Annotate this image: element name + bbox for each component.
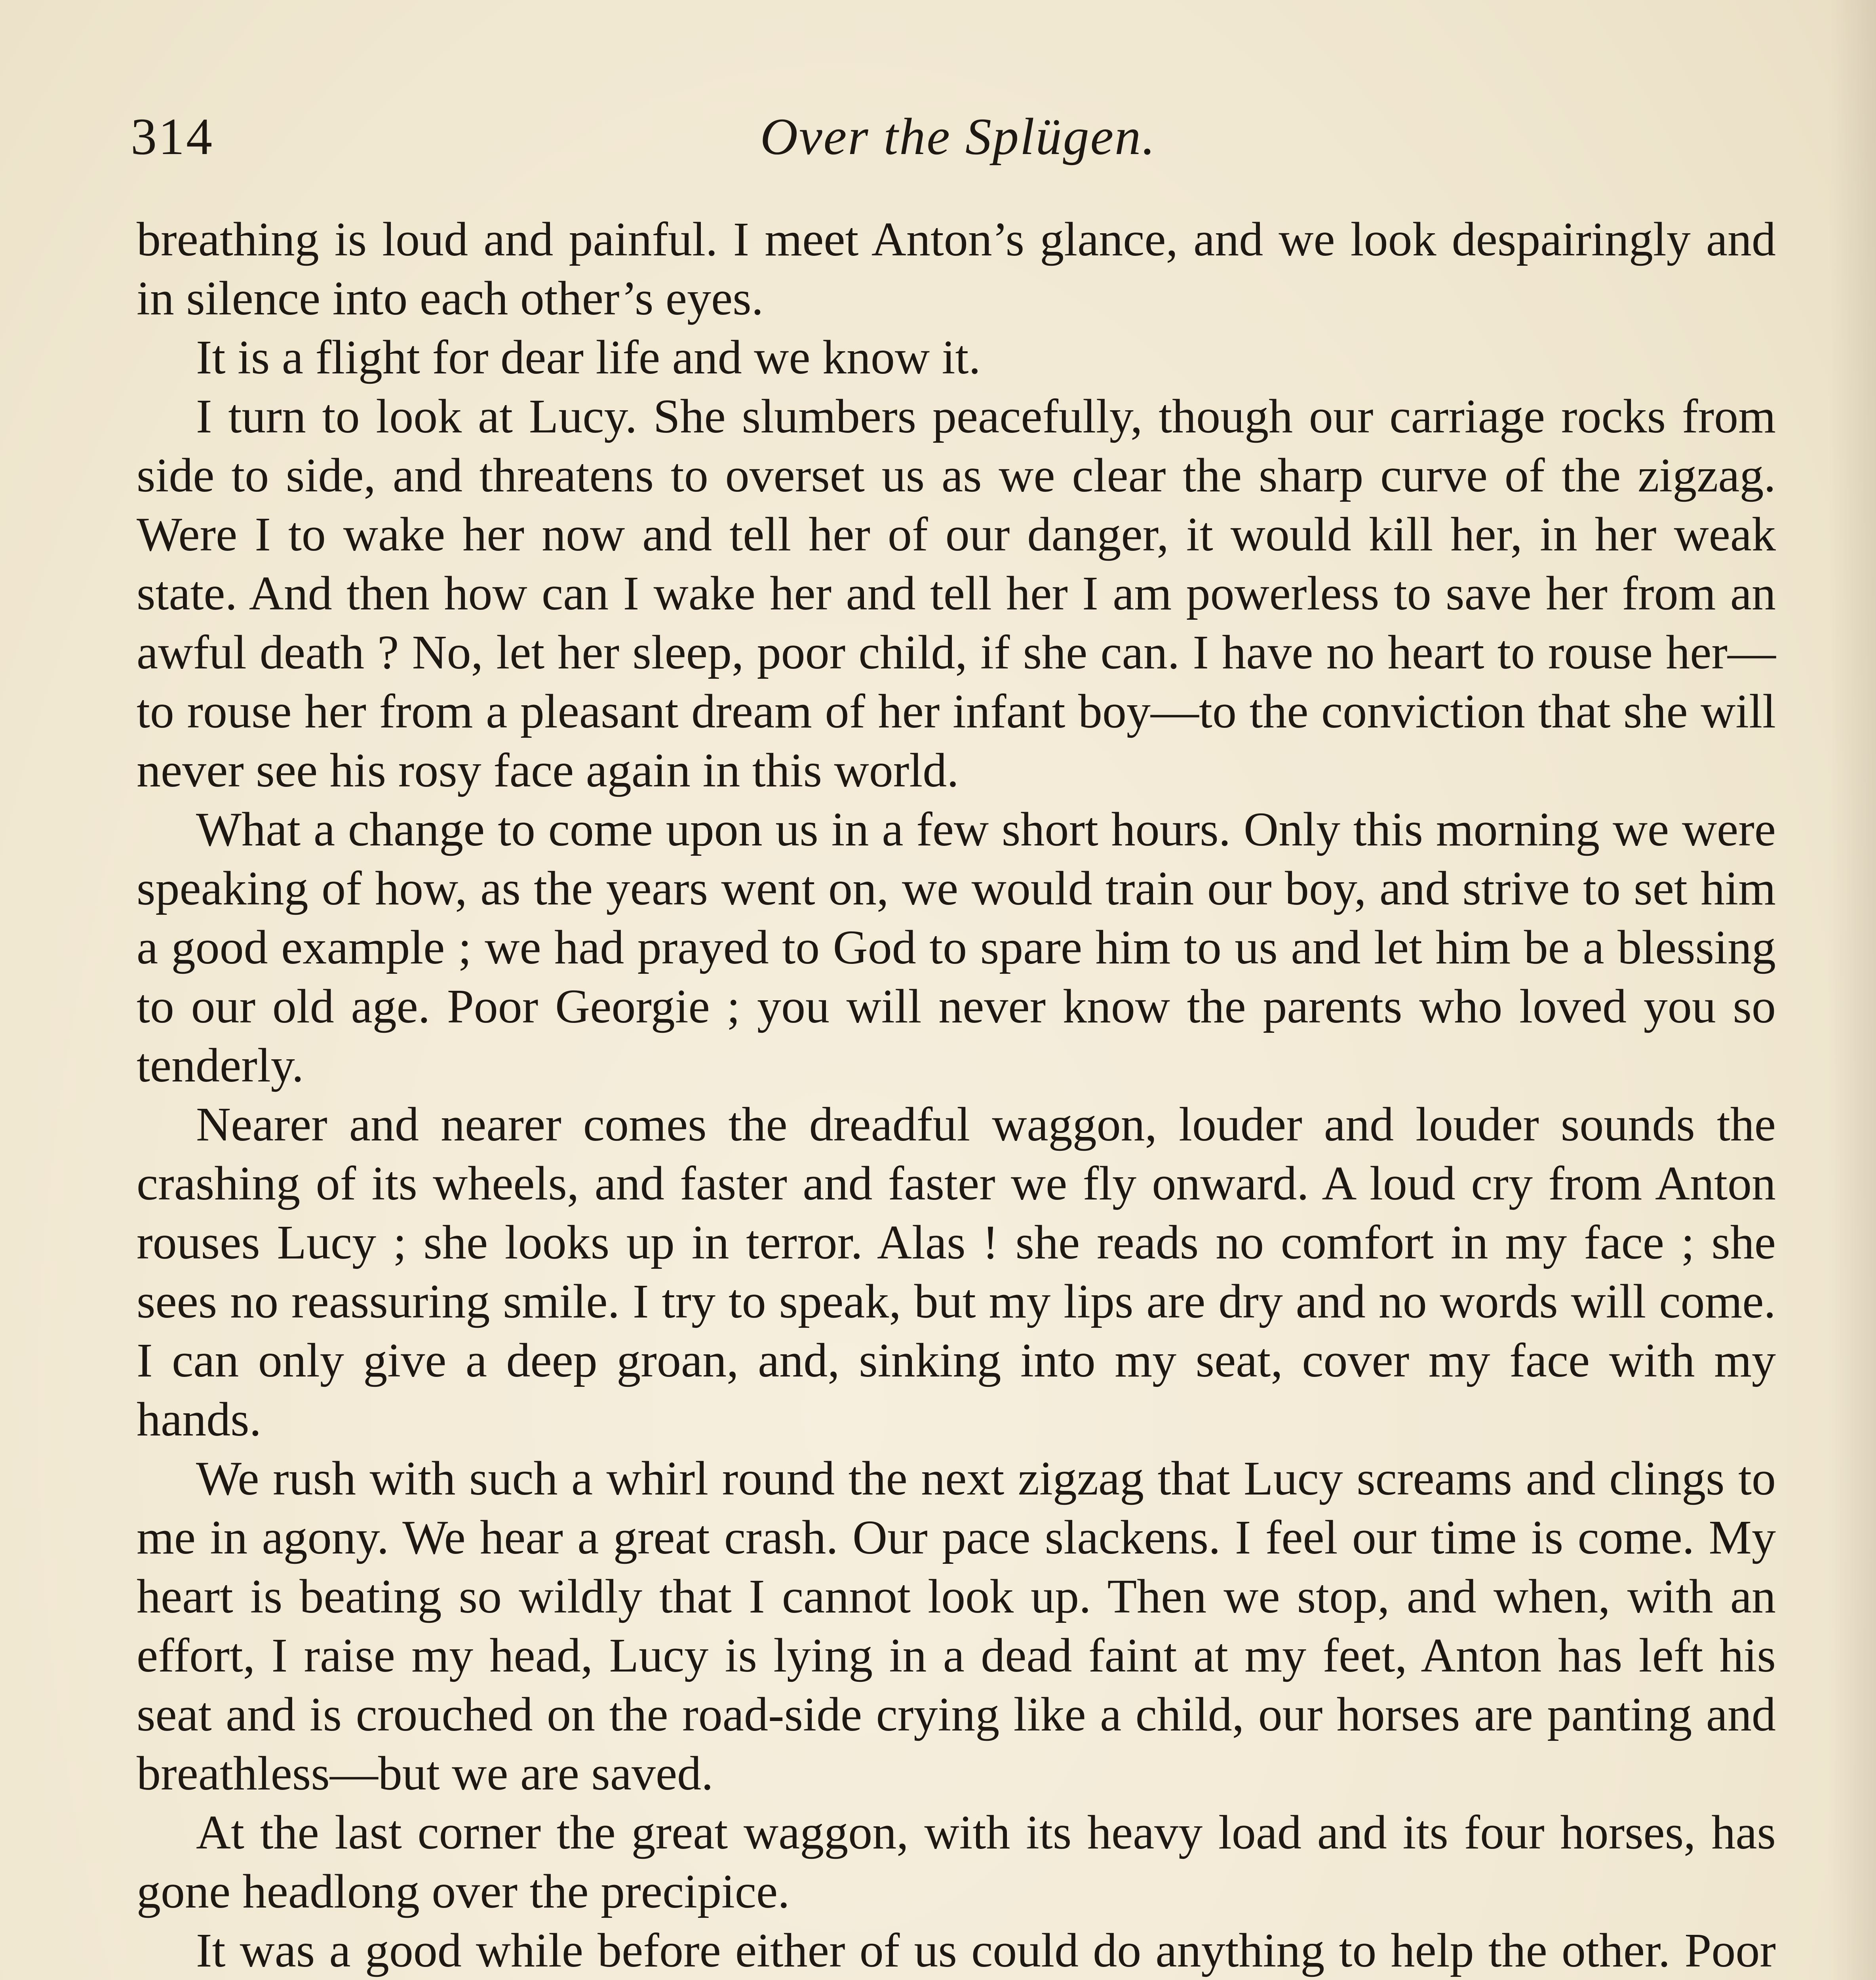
body-text xyxy=(137,210,1776,1980)
page-number: 314 xyxy=(131,107,214,166)
paragraph: We rush with such a whirl round the next zigzag that Lucy screams and clings to me in agony. We hear a great crash. Our pace slackens. I feel our time is come. My heart is beating so wildly that I cannot look up. Then we stop, and when, with an effort, I raise my head, Lucy is lying in a dead faint at my feet, Anton has left his seat and is crouched on the road-side crying like a child, our horses are panting and breathless—but we are saved. xyxy=(137,1452,1776,1800)
paragraph: It is a flight for dear life and we know it. xyxy=(196,331,981,384)
paragraph: It was a good while before either of us could do anything to help the other. Poor xyxy=(196,1924,1776,1977)
paragraph: breathing is loud and painful. I meet Anton’s glance, and we look despairingly and in silence into each other’s eyes. xyxy=(137,213,1776,325)
page-edge-shadow xyxy=(1828,0,1876,1980)
page-header xyxy=(131,99,1786,174)
paragraph: At the last corner the great waggon, with its heavy load and its four horses, has gone headlong over the precipice. xyxy=(137,1806,1776,1918)
paragraph: What a change to come upon us in a few short hours. Only this morning we were speaking of how, as the years went on, we would train our boy, and strive to set him a good example ; we had prayed to God to spare him to us and let him be a blessing to our old age. Poor Georgie ; you will never know the parents who loved you so tenderly. xyxy=(137,803,1776,1092)
paragraph: Nearer and nearer comes the dreadful waggon, louder and louder sounds the crashing of its wheels, and faster and faster we fly onward. A loud cry from Anton rouses Lucy ; she looks up in terror. Alas ! she reads no comfort in my face ; she sees no reassuring smile. I try to speak, but my lips are dry and no words will come. I can only give a deep groan, and, sinking into my seat, cover my face with my hands. xyxy=(137,1098,1776,1446)
paragraph: I turn to look at Lucy. She slumbers peacefully, though our carriage rocks from side to side, and threatens to overset us as we clear the sharp curve of the zigzag. Were I to wake her now and tell her of our danger, it would kill her, in her weak state. And then how can I wake her and tell her I am powerless to save her from an awful death ? No, let her sleep, poor child, if she can. I have no heart to rouse her—to rouse her from a pleasant dream of her infant boy—to the conviction that she will never see his rosy face again in this world. xyxy=(137,390,1776,797)
running-title: Over the Splügen. xyxy=(760,107,1157,166)
